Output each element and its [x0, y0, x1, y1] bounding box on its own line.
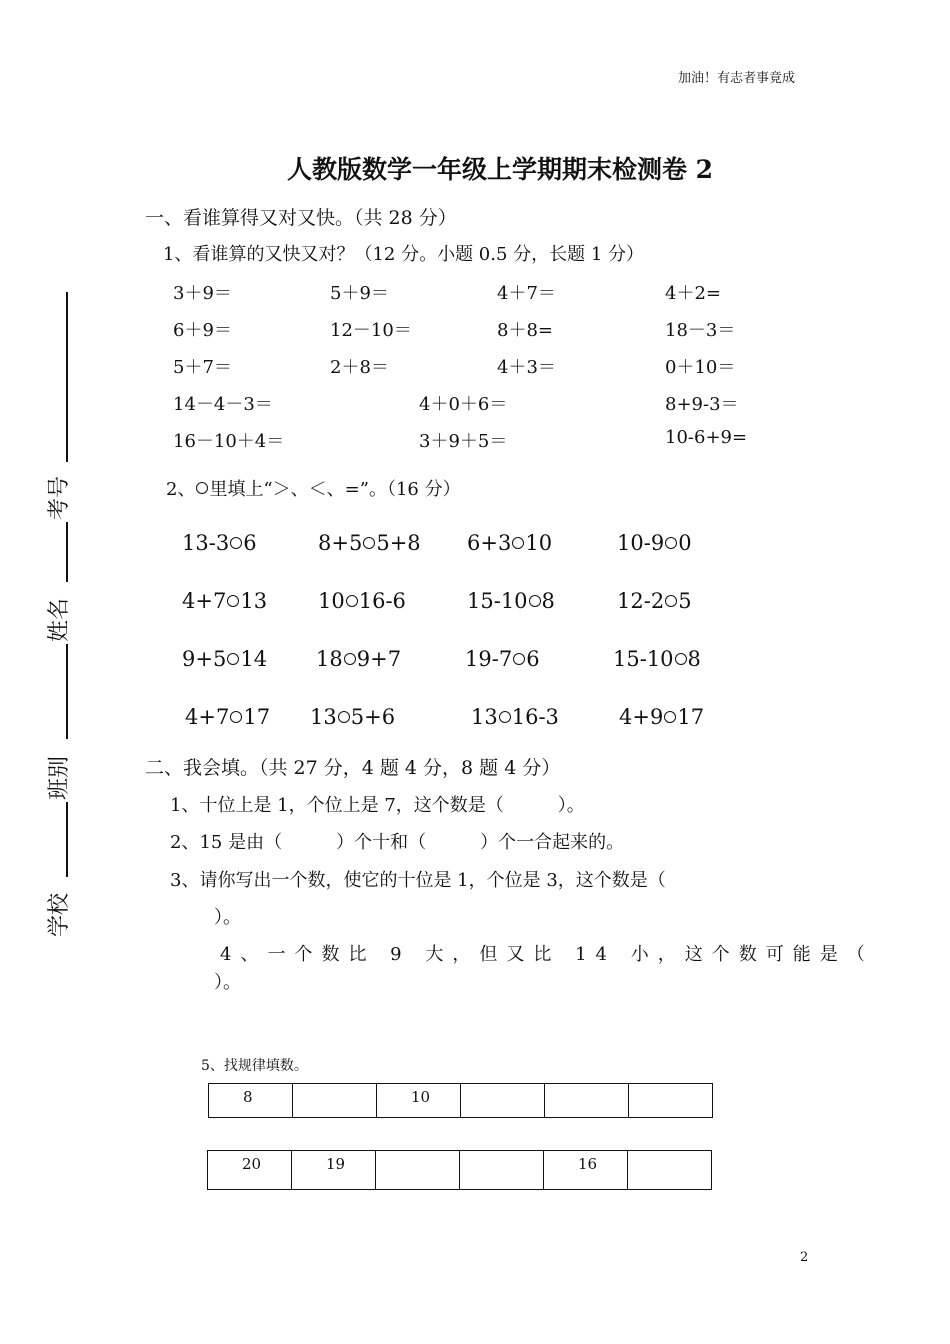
calc-item: 10-6+9= — [665, 427, 748, 448]
compare-item: 13 16-3 — [471, 705, 559, 729]
compare-item: 6+3 10 — [467, 531, 553, 555]
section1-heading: 一、看谁算得又对又快。（共 28 分） — [145, 207, 457, 229]
compare-item: 13-3 6 — [182, 531, 257, 555]
circle-icon[interactable] — [363, 537, 375, 549]
page-title: 人教版数学一年级上学期期末检测卷 2 — [286, 155, 714, 184]
section2-q4-line2: ）。 — [214, 972, 241, 993]
calc-item: 16－10＋4＝ — [173, 431, 285, 452]
calc-item: 18－3＝ — [665, 320, 736, 341]
sequence-cell[interactable] — [293, 1084, 377, 1118]
circle-icon[interactable] — [499, 711, 511, 723]
sequence-cell: 19 — [292, 1151, 376, 1190]
sequence-cell[interactable] — [545, 1084, 629, 1118]
compare-item: 4+7 13 — [182, 589, 268, 613]
circle-icon[interactable] — [338, 711, 350, 723]
calc-item: 12－10＝ — [330, 320, 412, 341]
section2-q3-line2: ）。 — [214, 907, 241, 928]
circle-icon[interactable] — [230, 537, 242, 549]
compare-item: 18 9+7 — [316, 647, 402, 671]
calc-item: 2＋8＝ — [330, 357, 389, 378]
binding-line — [66, 802, 68, 877]
section1-q1-label: 1、看谁算的又快又对？（12 分。小题 0.5 分，长题 1 分） — [163, 244, 645, 265]
binding-line — [66, 644, 68, 739]
q2-label-prefix: 2、 — [166, 479, 196, 500]
circle-icon[interactable] — [665, 595, 677, 607]
sequence-table-2 — [207, 1150, 712, 1190]
circle-icon — [196, 482, 208, 494]
calc-item: 5＋7＝ — [173, 357, 232, 378]
calc-item: 8+9-3＝ — [665, 394, 739, 415]
section2-q5-label: 5、找规律填数。 — [201, 1058, 308, 1074]
sequence-cell[interactable] — [376, 1151, 460, 1190]
compare-item: 19-7 6 — [465, 647, 540, 671]
circle-icon[interactable] — [664, 711, 676, 723]
binding-line — [66, 522, 68, 582]
compare-item: 4+9 17 — [619, 705, 705, 729]
calc-item: 3＋9＋5＝ — [419, 431, 508, 452]
circle-icon[interactable] — [230, 711, 242, 723]
header-motto: 加油！有志者事竟成 — [678, 71, 796, 86]
calc-item: 6＋9＝ — [173, 320, 232, 341]
page-number: 2 — [800, 1250, 809, 1265]
circle-icon[interactable] — [513, 653, 525, 665]
compare-item: 9+5 14 — [182, 647, 268, 671]
q2-label-suffix: 里填上“＞、＜、=”。（16 分） — [209, 479, 461, 500]
sequence-cell: 16 — [544, 1151, 628, 1190]
section2-heading: 二、我会填。（共 27 分，4 题 4 分，8 题 4 分） — [145, 757, 561, 779]
compare-item: 8+5 5+8 — [318, 531, 421, 555]
circle-icon[interactable] — [665, 537, 677, 549]
calc-item: 3＋9＝ — [173, 283, 232, 304]
section2-q3-line1: 3、请你写出一个数，使它的十位是 1，个位是 3，这个数是（ — [170, 870, 666, 891]
compare-item: 12-2 5 — [617, 589, 692, 613]
circle-icon[interactable] — [227, 595, 239, 607]
compare-item: 4+7 17 — [185, 705, 271, 729]
section1-q2-label — [166, 475, 461, 501]
binding-line — [66, 292, 68, 462]
calc-item: 4＋7＝ — [497, 283, 556, 304]
circle-icon[interactable] — [675, 653, 687, 665]
compare-item: 13 5+6 — [310, 705, 396, 729]
circle-icon[interactable] — [346, 595, 358, 607]
sequence-cell: 20 — [208, 1151, 292, 1190]
calc-item: 8＋8= — [497, 320, 553, 341]
sequence-cell[interactable] — [460, 1151, 544, 1190]
binding-label-exam-number: 考号 — [47, 475, 72, 520]
binding-label-school: 学校 — [47, 892, 72, 937]
calc-item: 0＋10＝ — [665, 357, 736, 378]
circle-icon[interactable] — [227, 653, 239, 665]
calc-item: 4＋0＋6＝ — [419, 394, 508, 415]
circle-icon[interactable] — [344, 653, 356, 665]
sequence-cell[interactable] — [629, 1084, 713, 1118]
sequence-table-1 — [208, 1083, 713, 1118]
binding-label-name: 姓名 — [47, 597, 72, 642]
binding-label-class: 班别 — [47, 755, 72, 800]
calc-item: 5＋9＝ — [330, 283, 389, 304]
compare-item: 15-10 8 — [613, 647, 701, 671]
section2-q2: 2、15 是由（ ）个十和（ ）个一合起来的。 — [170, 832, 625, 853]
calc-item: 14－4－3＝ — [173, 394, 273, 415]
section2-q1: 1、十位上是 1，个位上是 7，这个数是（ ）。 — [170, 795, 585, 816]
circle-icon[interactable] — [529, 595, 541, 607]
sequence-cell[interactable] — [461, 1084, 545, 1118]
sequence-cell: 10 — [377, 1084, 461, 1118]
compare-item: 15-10 8 — [467, 589, 555, 613]
calc-item: 4＋3＝ — [497, 357, 556, 378]
compare-item: 10-9 0 — [617, 531, 692, 555]
sequence-cell[interactable] — [628, 1151, 712, 1190]
compare-item: 10 16-6 — [318, 589, 406, 613]
circle-icon[interactable] — [512, 537, 524, 549]
sequence-cell: 8 — [209, 1084, 293, 1118]
section2-q4-line1: 4、一个数比 9 大，但又比 14 小，这个数可能是（ — [220, 944, 874, 965]
calc-item: 4＋2= — [665, 283, 721, 304]
